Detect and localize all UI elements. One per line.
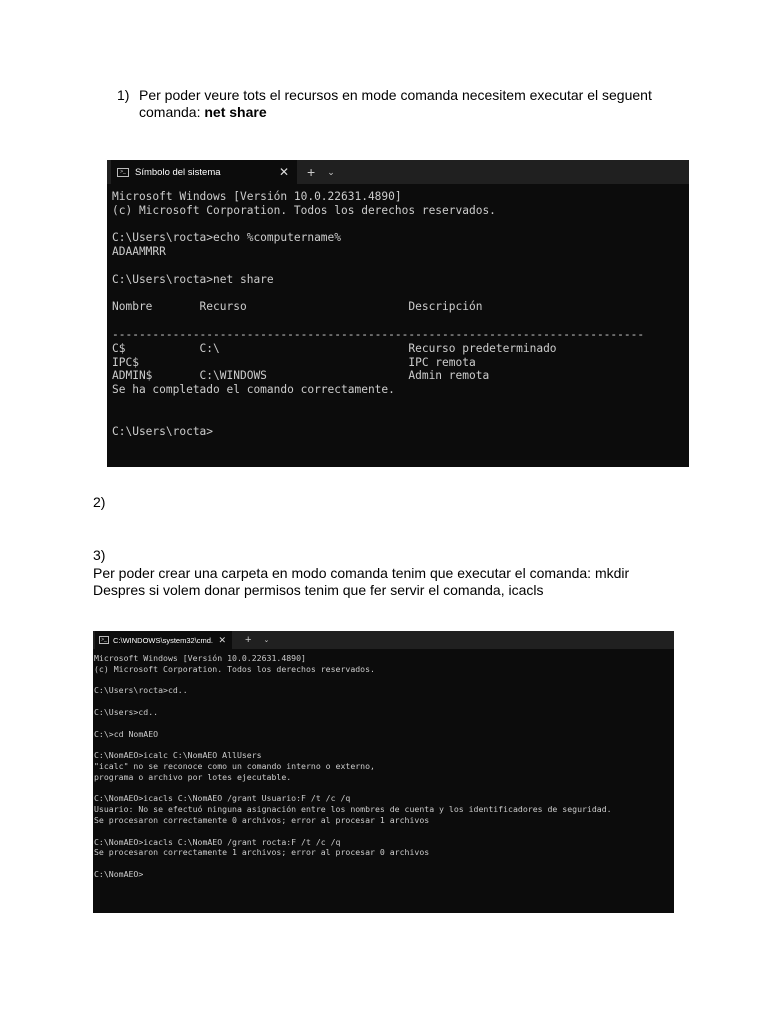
step-2-number: 2) (93, 494, 106, 510)
console-line: "icalc" no se reconoce como un comando interno o externo, (94, 760, 375, 771)
console-line: (c) Microsoft Corporation. Todos los derechos reservados. (112, 203, 496, 217)
cmd-prompt-icon: >_ (117, 168, 129, 177)
console-line (112, 397, 689, 411)
console-line: C:\Users\rocta> (112, 424, 214, 438)
console-line (112, 314, 689, 328)
console-line: C:\Users\rocta>net share (112, 272, 274, 286)
console-line: C:\Users\rocta>echo %computername% (112, 231, 342, 245)
terminal-tab[interactable] (95, 631, 232, 649)
chevron-down-icon[interactable]: ⌄ (263, 637, 270, 644)
terminal-tab-title: C:\WINDOWS\system32\cmd. (113, 635, 214, 645)
console-line (94, 718, 674, 729)
close-icon[interactable]: ✕ (278, 165, 289, 179)
console-line: C$ C:\ Recurso predeterminado (112, 341, 557, 355)
console-line (94, 858, 674, 869)
console-line: C:\Users>cd.. (94, 706, 159, 717)
console-line: ------------------------------------------------------------------------------- (112, 327, 645, 341)
console-line (94, 783, 674, 794)
chevron-down-icon[interactable]: ⌄ (327, 166, 335, 177)
step-3-line-1: Per poder crear una carpeta en modo comanda tenim que executar el comanda: mkdir (93, 564, 630, 581)
terminal-tab-bar (93, 631, 674, 649)
console-line: Se procesaron correctamente 0 archivos; error al procesar 1 archivos (94, 814, 430, 825)
console-line: C:\NomAEO> (94, 868, 144, 879)
terminal-screenshot-1 (107, 160, 689, 467)
console-line: IPC$ IPC remota (112, 355, 476, 369)
console-line: C:\NomAEO>icacls C:\NomAEO /grant rocta:F /t /c /q (94, 836, 341, 847)
console-line: programa o archivo por lotes ejecutable. (94, 771, 292, 782)
new-tab-icon[interactable]: + (307, 164, 316, 180)
cmd-prompt-icon: >_ (99, 636, 109, 644)
console-line: Se ha completado el comando correctamente. (112, 383, 395, 397)
step-3-line-2: Despres si volem donar permisos tenim que fer servir el comanda, icacls (93, 582, 544, 598)
step-1-command: net share (204, 104, 267, 120)
console-line: Nombre Recurso Descripción (112, 300, 483, 314)
console-line: Se procesaron correctamente 1 archivos; error al procesar 0 archivos (94, 847, 430, 858)
step-1-paragraph (117, 87, 707, 121)
terminal-output (107, 184, 689, 438)
console-line (112, 259, 689, 273)
step-1-text: Per poder veure tots el recursos en mode comanda necesitem executar el seguent comanda: (139, 87, 652, 120)
console-line: C:\NomAEO>icalc C:\NomAEO AllUsers (94, 750, 262, 761)
terminal-tab[interactable] (111, 160, 297, 184)
console-line: ADAAMMRR (112, 245, 166, 259)
console-line (94, 675, 674, 686)
console-line (94, 826, 674, 837)
console-line: Microsoft Windows [Versión 10.0.22631.4890] (94, 653, 306, 663)
terminal-screenshot-2 (93, 631, 674, 913)
console-line: C:\NomAEO>icacls C:\NomAEO /grant Usuario:F /t /c /q (94, 793, 351, 804)
terminal-tab-title: Símbolo del sistema (135, 166, 221, 178)
step-3-number: 3) (93, 547, 106, 563)
step-3-paragraph (93, 547, 629, 600)
console-line (94, 739, 674, 750)
console-line: (c) Microsoft Corporation. Todos los derechos reservados. (94, 663, 375, 674)
console-line (94, 696, 674, 707)
close-icon[interactable]: ✕ (218, 634, 226, 645)
console-line (112, 287, 689, 301)
terminal-tab-bar (107, 160, 689, 184)
console-line: ADMIN$ C:\WINDOWS Admin remota (112, 369, 490, 383)
console-line: C:\Users\rocta>cd.. (94, 685, 188, 696)
console-line (112, 218, 689, 232)
console-line: Usuario: No se efectuó ninguna asignación entre los nombres de cuenta y los identificadores de seguridad. (94, 804, 612, 815)
terminal-output (93, 649, 674, 880)
step-1-number: 1) (117, 87, 130, 103)
console-line: C:\>cd NomAEO (94, 728, 159, 739)
console-line: Microsoft Windows [Versión 10.0.22631.4890] (112, 190, 402, 203)
new-tab-icon[interactable]: + (245, 634, 252, 646)
console-line (112, 411, 689, 425)
